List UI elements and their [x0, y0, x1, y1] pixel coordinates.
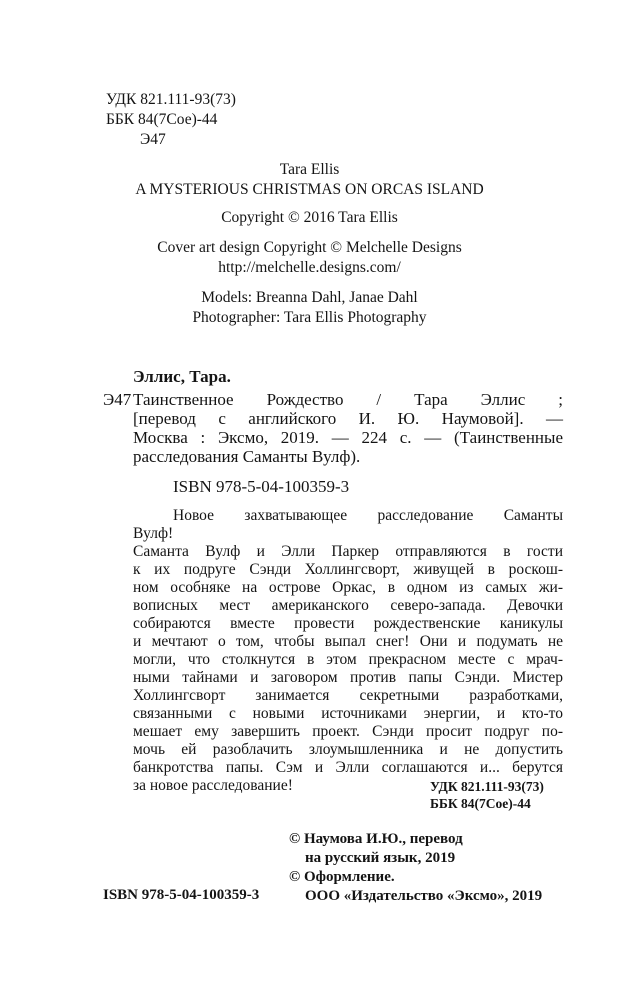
description-line: Москва : Эксмо, 2019. — 224 с. — (Таинственные: [133, 428, 563, 447]
udk-code-bottom: УДК 821.111-93(73): [430, 779, 544, 794]
annotation-line: связанными с новыми источниками энергии, и кто-то: [133, 705, 563, 722]
translation-copyright: © Наумова И.Ю., перевод: [289, 831, 463, 847]
author-heading: Эллис, Тара.: [133, 367, 231, 386]
annotation-line: за новое расследование!: [133, 777, 293, 794]
annotation-line: ными тайнами и заговором против папы Сэнди. Мистер: [133, 669, 563, 686]
copyright-line: Copyright © 2016 Tara Ellis: [221, 209, 398, 226]
annotation-line: Вулф!: [133, 525, 174, 542]
annotation-line: вописных мест американского северо-запада. Девочки: [133, 597, 563, 614]
copyright-notices: [289, 830, 542, 906]
models-credit: Models: Breanna Dahl, Janae Dahl: [201, 289, 418, 306]
annotation-line: и мечтают о том, чтобы выпал снег! Они и подумать не: [133, 633, 563, 650]
classification-bottom: [430, 778, 544, 812]
description-line: Таинственное Рождество / Тара Эллис ;: [133, 390, 563, 409]
annotation-line: Саманта Вулф и Элли Паркер отправляются в гости: [133, 543, 563, 560]
design-copyright: © Оформление.: [289, 869, 395, 885]
annotation-line: банкротства папы. Сэм и Элли соглашаются и... берутся: [133, 759, 563, 776]
cover-credits: [0, 238, 619, 278]
annotation-line: ном особняке на острове Оркас, в одном из самых жи-: [133, 579, 563, 596]
bbk-code: ББК 84(7Сое)-44: [106, 111, 218, 128]
photo-credits: [0, 288, 619, 328]
original-author: Tara Ellis: [279, 161, 340, 178]
annotation-line: мочь ей разоблачить злоумышленника и не допустить: [133, 741, 563, 758]
isbn-bottom: ISBN 978-5-04-100359-3: [103, 887, 260, 903]
cover-art-credit: Cover art design Copyright © Melchelle Designs: [157, 239, 462, 256]
author-mark: Э47: [140, 131, 166, 148]
annotation-line: мешает ему завершить проект. Сэнди просит подруг по-: [133, 723, 563, 740]
annotation-line: к их подруге Сэнди Холлингсворт, живущей в роскош-: [133, 561, 563, 578]
record-isbn: ISBN 978-5-04-100359-3: [173, 477, 350, 496]
bibliographic-description: [133, 390, 563, 466]
annotation-line: Холлингсворт занимается секретными разработками,: [133, 687, 563, 704]
translation-copyright-cont: на русский язык, 2019: [305, 850, 456, 866]
annotation-line: могли, что столкнутся в этом прекрасном месте с мрач-: [133, 651, 563, 668]
description-line: расследования Саманты Вулф).: [133, 447, 361, 466]
bbk-code-bottom: ББК 84(7Сое)-44: [430, 796, 531, 811]
original-credits: [0, 160, 619, 200]
classification-block: [106, 90, 236, 150]
annotation: [133, 507, 563, 795]
annotation-line: собираются вместе провести рождественские каникулы: [133, 615, 563, 632]
description-line: [перевод с английского И. Ю. Наумовой]. —: [133, 409, 563, 428]
cover-url: http://melchelle.designs.com/: [218, 259, 401, 276]
design-copyright-cont: ООО «Издательство «Эксмо», 2019: [305, 888, 543, 904]
annotation-line: Новое захватывающее расследование Саманты: [173, 507, 563, 524]
udk-code: УДК 821.111-93(73): [106, 91, 236, 108]
original-title: A MYSTERIOUS CHRISTMAS ON ORCAS ISLAND: [135, 181, 484, 198]
photographer-credit: Photographer: Tara Ellis Photography: [192, 309, 427, 326]
record-author-mark: Э47: [103, 390, 132, 409]
